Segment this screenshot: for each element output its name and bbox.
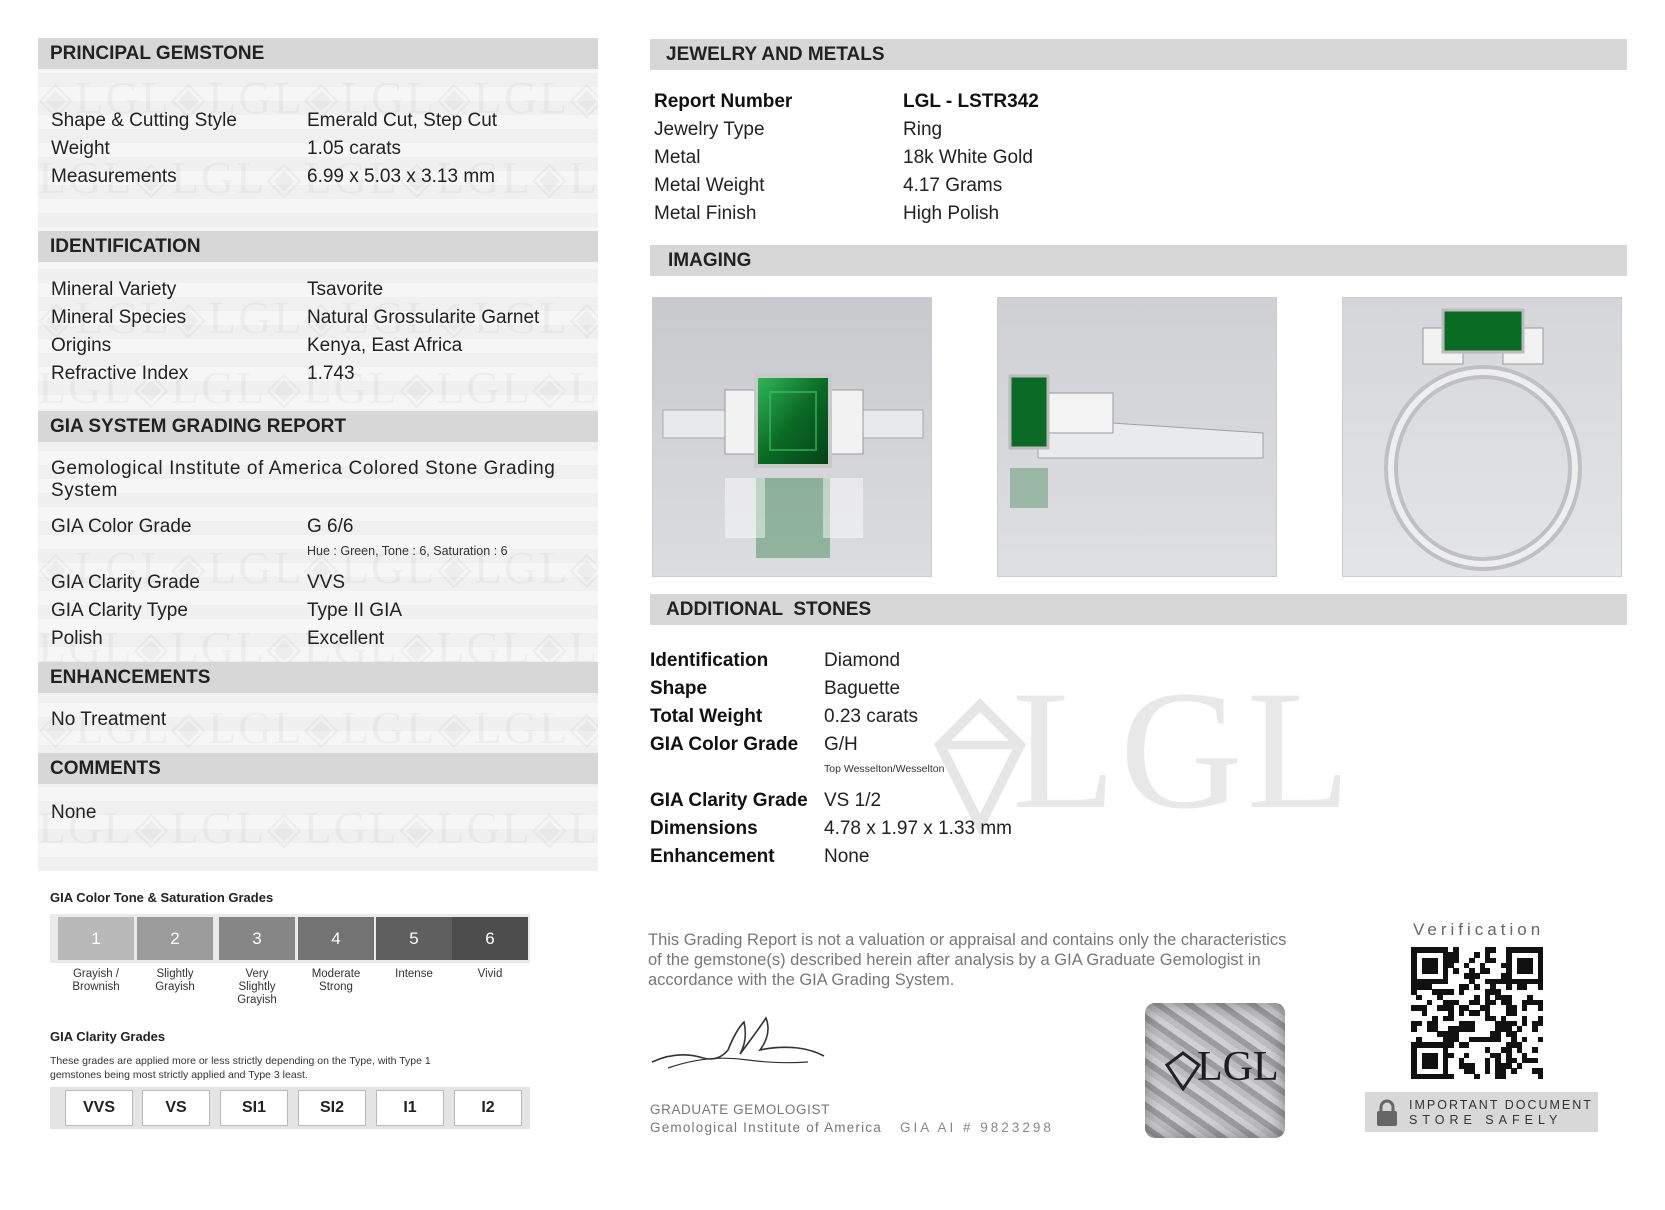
add-enhancement-label: Enhancement [650,846,775,867]
identification-header: IDENTIFICATION [38,231,598,262]
gia-clarity-grade-value: VVS [307,572,346,593]
clarity-grade-box: I2 [454,1090,522,1126]
jewelry-type-label: Jewelry Type [654,119,765,140]
measurements-label: Measurements [51,166,177,187]
metal-finish-value: High Polish [903,203,1000,224]
refractive-index-value: 1.743 [307,363,355,384]
tone-caption-line: Vivid [477,968,503,980]
gia-system-line-1: Gemological Institute of America Colored Stone Grading [51,458,556,479]
add-color-grade-value: G/H [824,734,858,755]
jewelry-metals-header: JEWELRY AND METALS [650,39,1627,70]
enhancements-header: ENHANCEMENTS [38,662,598,693]
gia-color-grade-value: G 6/6 [307,516,354,537]
add-dimensions-value: 4.78 x 1.97 x 1.33 mm [824,818,1012,839]
metal-finish-label: Metal Finish [654,203,757,224]
refractive-index-label: Refractive Index [51,363,189,384]
tone-grade-3: 3 [219,917,295,960]
add-total-weight-label: Total Weight [650,706,763,727]
qr-code[interactable] [1411,947,1543,1079]
lgl-watermark: LGL [920,675,1340,850]
store-safely-banner [1365,1092,1598,1132]
clarity-grade-box: VS [142,1090,210,1126]
gia-number: GIA AI # 9823298 [900,1120,1054,1135]
add-identification-value: Diamond [824,650,901,671]
clarity-grade-box: SI1 [220,1090,288,1126]
polish-label: Polish [51,628,103,649]
origins-label: Origins [51,335,112,356]
tone-caption-line: Grayish / [72,968,119,980]
clarity-scale-title: GIA Clarity Grades [50,1029,166,1044]
gemologist-title: GRADUATE GEMOLOGIST [650,1102,830,1117]
lock-line-2: STORE SAFELY [1409,1113,1563,1127]
report-number-value: LGL - LSTR342 [903,91,1039,112]
tone-caption-line: Intense [395,968,433,980]
tone-grade-6: 6 [452,917,528,960]
tone-caption-line: Very [245,968,269,980]
gia-color-grade-label: GIA Color Grade [51,516,192,537]
tone-caption-5 [374,968,454,981]
add-clarity-grade-label: GIA Clarity Grade [650,790,808,811]
disclaimer [648,930,1288,990]
shape-value: Emerald Cut, Step Cut [307,110,498,131]
mineral-variety-value: Tsavorite [307,279,384,300]
gia-clarity-type-label: GIA Clarity Type [51,600,188,621]
clarity-note-line-2: gemstones being most strictly applied and Type 3 least. [50,1069,308,1081]
principal-gemstone-header: PRINCIPAL GEMSTONE [38,38,598,69]
add-dimensions-label: Dimensions [650,818,758,839]
jewelry-type-value: Ring [903,119,943,140]
lock-line-1: IMPORTANT DOCUMENT [1409,1098,1593,1112]
gia-grading-header: GIA SYSTEM GRADING REPORT [38,411,598,442]
add-color-grade-label: GIA Color Grade [650,734,799,755]
tone-caption-4 [296,968,376,994]
disclaimer-line-3: accordance with the GIA Grading System. [648,971,955,989]
tone-caption-line: Brownish [72,981,120,993]
tone-grade-1: 1 [58,917,134,960]
tone-scale-title: GIA Color Tone & Saturation Grades [50,890,274,905]
tone-caption-6 [450,968,530,981]
gia-clarity-type-value: Type II GIA [307,600,403,621]
disclaimer-line-2: of the gemstone(s) described herein after analysis by a GIA Graduate Gemologist in [648,951,1261,969]
clarity-note-line-1: These grades are applied more or less strictly depending on the Type, with Type 1 [50,1055,431,1067]
report-number-label: Report Number [654,91,793,112]
add-shape-label: Shape [650,678,708,699]
polish-value: Excellent [307,628,385,649]
gemologist-signature [648,1010,828,1080]
additional-stones-header: ADDITIONAL STONES [650,594,1627,625]
tone-grade-5: 5 [376,917,452,960]
add-enhancement-value: None [824,846,870,867]
add-total-weight-value: 0.23 carats [824,706,918,727]
clarity-grade-box: I1 [376,1090,444,1126]
clarity-grade-box: SI2 [298,1090,366,1126]
authenticity-hologram [1145,1003,1285,1138]
gia-color-detail: Hue : Green, Tone : 6, Saturation : 6 [307,544,508,558]
metal-value: 18k White Gold [903,147,1033,168]
weight-value: 1.05 carats [307,138,401,159]
add-identification-label: Identification [650,650,769,671]
mineral-species-value: Natural Grossularite Garnet [307,307,540,328]
hologram-logo: LGL [1197,1044,1279,1090]
shape-label: Shape & Cutting Style [51,110,237,131]
comments-value: None [51,802,97,823]
metal-label: Metal [654,147,701,168]
metal-weight-value: 4.17 Grams [903,175,1003,196]
gia-system-line-2: System [51,480,118,501]
ring-photo-front [652,297,932,577]
metal-weight-label: Metal Weight [654,175,765,196]
mineral-variety-label: Mineral Variety [51,279,177,300]
imaging-header: IMAGING [650,245,1627,276]
ring-photo-side [997,297,1277,577]
gia-clarity-grade-label: GIA Clarity Grade [51,572,200,593]
add-shape-value: Baguette [824,678,901,699]
gemologist-institute: Gemological Institute of America [650,1120,882,1135]
lock-icon [1375,1098,1399,1128]
tone-caption-line: Slightly [156,968,194,980]
origins-value: Kenya, East Africa [307,335,463,356]
left-panel-background [38,38,598,871]
weight-label: Weight [51,138,110,159]
disclaimer-line-1: This Grading Report is not a valuation or appraisal and contains only the characteristics [648,931,1287,949]
add-color-detail: Top Wesselton/Wesselton [824,763,945,775]
tone-caption-3 [217,968,297,1007]
tone-grade-2: 2 [137,917,213,960]
add-clarity-grade-value: VS 1/2 [824,790,882,811]
tone-caption-line: Grayish [237,994,277,1006]
tone-caption-line: Moderate [311,968,361,980]
tone-caption-1 [56,968,136,994]
tone-caption-line: Grayish [155,981,195,993]
tone-caption-line: Strong [319,981,353,993]
measurements-value: 6.99 x 5.03 x 3.13 mm [307,166,495,187]
clarity-grade-box: VVS [65,1090,133,1126]
mineral-species-label: Mineral Species [51,307,187,328]
comments-header: COMMENTS [38,753,598,784]
verification-title: Verification [1413,920,1545,939]
ring-photo-profile [1342,297,1622,577]
tone-caption-line: Slightly [238,981,276,993]
enhancements-value: No Treatment [51,709,167,730]
tone-grade-4: 4 [298,917,374,960]
tone-caption-2 [135,968,215,994]
